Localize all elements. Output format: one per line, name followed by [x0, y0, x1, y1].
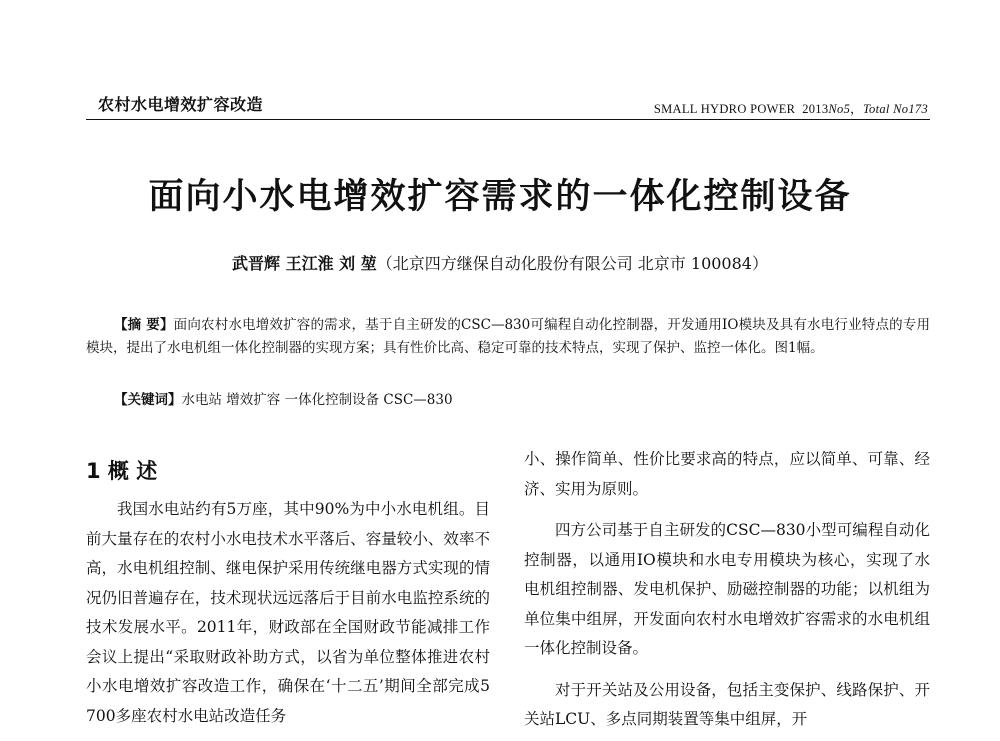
paper-title: 面向小水电增效扩容需求的一体化控制设备 [148, 177, 852, 217]
journal-year: 2013 [802, 102, 829, 116]
journal-total-no: No173 [893, 102, 928, 116]
abstract-label: 【摘 要】 [114, 317, 174, 333]
abstract [86, 314, 930, 360]
journal-issue: No5 [828, 102, 851, 116]
running-header-section: 农村水电增效扩容改造 [98, 95, 264, 114]
body-paragraph: 小、操作简单、性价比要求高的特点，应以简单、可靠、经济、实用为原则。 [524, 450, 930, 498]
body-paragraph: 对于开关站及公用设备，包括主变保护、线路保护、开关站LCU、多点同期装置等集中组屏，开 [524, 680, 930, 728]
body-paragraph: 四方公司基于自主研发的CSC—830小型可编程自动化控制器，以通用IO模块和水电专用模块为核心，实现了水电机组控制器、发电机保护、励磁控制器的功能；以机组为单位集中组屏，开发面向农村水电增效扩容需求的水电机组一体化控制设备。 [524, 521, 930, 657]
author-affiliation: （北京四方继保自动化股份有限公司 北京市 100084） [376, 254, 768, 273]
author-line [0, 251, 1000, 274]
journal-name: SMALL HYDRO POWER [653, 102, 796, 116]
keywords-label: 【关键词】 [114, 392, 182, 408]
body-column-right [524, 445, 930, 735]
journal-total-label: Total [862, 102, 890, 116]
section-heading: 1 概 述 [86, 459, 158, 483]
body-paragraph: 我国水电站约有5万座，其中90%为中小水电机组。目前大量存在的农村小水电技术水平落后、容量较小、效率不高，水电机组控制、继电保护采用传统继电器方式实现的情况仍旧普遍存在，技术现状远远落后于目前水电监控系统的技术发展水平。2011年，财政部在全国财政节能减排工作会议上提出“采取财政补助方式，以省为单位整体推进农村小水电增效扩容改造工作，确保在‘十二五’期间全部完成5 700多座农村水电站改造任务 [86, 500, 490, 725]
author-names: 武晋辉 王江淮 刘 堃 [232, 254, 377, 273]
keywords-text: 水电站 增效扩容 一体化控制设备 CSC—830 [181, 392, 453, 408]
header-rule [86, 119, 930, 120]
abstract-text: 面向农村水电增效扩容的需求，基于自主研发的CSC—830可编程自动化控制器，开发通用IO模块及具有水电行业特点的专用模块，提出了水电机组一体化控制器的实现方案；具有性价比高、稳定可靠的技术特点，实现了保护、监控一体化。图1幅。 [86, 317, 931, 356]
keywords [114, 389, 453, 412]
body-column-left [86, 495, 490, 731]
running-header-journal: SMALL HYDRO POWER 2013No5，Total No173 [653, 102, 928, 116]
